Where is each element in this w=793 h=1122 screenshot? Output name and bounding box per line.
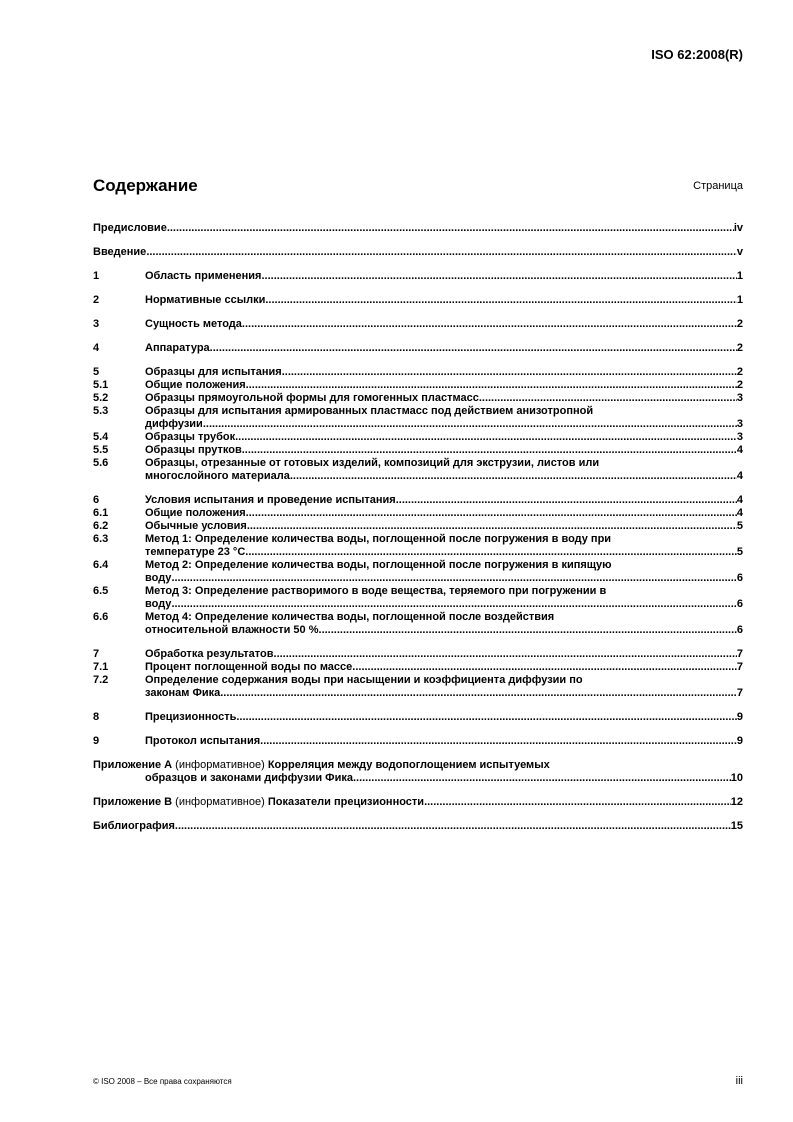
toc-entry-number: 2 xyxy=(93,294,100,306)
toc-entry-page: 2 xyxy=(736,366,743,378)
toc-entry[interactable] xyxy=(93,533,743,559)
toc-entry[interactable] xyxy=(93,674,743,700)
toc-entry-title: Метод 3: Определение растворимого в воде вещества, теряемого при погружении в xyxy=(145,585,607,597)
toc-entry-line xyxy=(145,379,743,392)
dot-leader xyxy=(171,572,736,585)
toc-entry-title: Общие положения xyxy=(145,507,246,519)
toc-annex-entry[interactable] xyxy=(93,759,743,785)
toc-entry-line xyxy=(145,687,743,700)
annex-label: Приложение В xyxy=(93,796,173,808)
toc-entry-body xyxy=(145,611,743,637)
toc-entry-number: 5.2 xyxy=(93,392,109,404)
dot-leader xyxy=(282,366,737,379)
toc-entry-title: Образцы трубок xyxy=(145,431,236,443)
toc-entry-body xyxy=(145,342,743,355)
toc-entry[interactable] xyxy=(93,294,743,307)
toc-entry[interactable] xyxy=(93,611,743,637)
toc-entry-page: 4 xyxy=(736,470,743,482)
toc-entry-body xyxy=(145,520,743,533)
toc-entry-page: 4 xyxy=(736,507,743,519)
toc-entry-title: Образцы, отрезанные от готовых изделий, композиций для экструзии, листов или xyxy=(145,457,600,469)
toc-entry-number: 6.5 xyxy=(93,585,109,597)
toc-entry-body xyxy=(93,796,743,809)
dot-leader xyxy=(353,772,731,785)
toc-entry-line xyxy=(93,820,743,833)
toc-entry-line xyxy=(145,598,743,611)
toc-entry[interactable] xyxy=(93,444,743,457)
toc-entry-title: Обработка результатов xyxy=(145,648,274,660)
toc-entry[interactable] xyxy=(93,661,743,674)
toc-entry[interactable] xyxy=(93,494,743,507)
toc-entry-title: Процент поглощенной воды по массе xyxy=(145,661,353,673)
dot-leader xyxy=(260,735,737,748)
toc-entry-title: Обычные условия xyxy=(145,520,247,532)
toc-entry-body xyxy=(145,366,743,379)
toc-entry-line xyxy=(145,342,743,355)
toc-entry-number: 5.6 xyxy=(93,457,109,469)
toc-entry-title-cont: диффузии xyxy=(145,418,203,430)
toc-entry-line xyxy=(93,222,743,235)
dot-leader xyxy=(236,711,737,724)
toc-entry-body xyxy=(145,533,743,559)
toc-entry-title: Образцы для испытания xyxy=(145,366,282,378)
toc-entry-line xyxy=(145,318,743,331)
toc-entry-title: Общие положения xyxy=(145,379,246,391)
toc-entry-line xyxy=(145,392,743,405)
toc-entry-body xyxy=(145,674,743,700)
toc-entry-page: 6 xyxy=(736,624,743,636)
dot-leader xyxy=(479,392,737,405)
toc-entry-line xyxy=(145,294,743,307)
toc-entry-body xyxy=(145,457,743,483)
toc-annex-entry[interactable] xyxy=(93,796,743,809)
toc-entry-body xyxy=(145,711,743,724)
toc-annex-heading xyxy=(93,759,550,771)
toc-entry-number: 6 xyxy=(93,494,100,506)
toc-entry-number: 3 xyxy=(93,318,100,330)
dot-leader xyxy=(424,796,731,809)
toc-entry[interactable] xyxy=(93,392,743,405)
toc-entry-title-cont: воду xyxy=(145,572,172,584)
toc-entry-page: 9 xyxy=(736,735,743,747)
toc-entry-page: 7 xyxy=(736,661,743,673)
toc-entry-body xyxy=(145,294,743,307)
toc-entry-page: 2 xyxy=(736,342,743,354)
toc-entry-page: 1 xyxy=(736,294,743,306)
toc-entry[interactable] xyxy=(93,318,743,331)
toc-entry-page: 6 xyxy=(736,572,743,584)
toc-entry-line xyxy=(145,507,743,520)
toc-entry-body xyxy=(145,585,743,611)
dot-leader xyxy=(203,418,737,431)
toc-entry-page: 10 xyxy=(730,772,743,784)
toc-entry-page: iv xyxy=(733,222,743,234)
toc-entry-line xyxy=(145,444,743,457)
toc-entry-body xyxy=(145,431,743,444)
dot-leader xyxy=(167,222,734,235)
toc-entry-body xyxy=(93,246,743,259)
toc-entry-number: 8 xyxy=(93,711,100,723)
toc-entry-page: 4 xyxy=(736,444,743,456)
toc-entry-line xyxy=(145,270,743,283)
annex-title: Корреляция между водопоглощением испытуемых xyxy=(267,759,550,771)
toc-entry-title: Сущность метода xyxy=(145,318,242,330)
toc-entry-body xyxy=(145,661,743,674)
toc-entry-title: Область применения xyxy=(145,270,262,282)
page-column-label: Страница xyxy=(693,180,743,192)
toc-entry[interactable] xyxy=(93,270,743,283)
toc-entry-title: Прецизионность xyxy=(145,711,237,723)
dot-leader xyxy=(175,820,731,833)
toc-entry-title: Образцы прутков xyxy=(145,444,242,456)
toc-entry-number: 6.1 xyxy=(93,507,109,519)
dot-leader xyxy=(290,470,737,483)
toc-entry-line xyxy=(145,494,743,507)
toc-entry-title-cont: относительной влажности 50 % xyxy=(145,624,319,636)
toc-entry-body xyxy=(145,735,743,748)
toc-entry-page: 7 xyxy=(736,687,743,699)
toc-entry-number: 9 xyxy=(93,735,100,747)
toc-entry[interactable] xyxy=(93,366,743,379)
toc-entry-number: 7.1 xyxy=(93,661,109,673)
toc-entry-page: 4 xyxy=(736,494,743,506)
toc-entry-number: 6.4 xyxy=(93,559,109,571)
toc-entry-title: Метод 4: Определение количества воды, поглощенной после воздействия xyxy=(145,611,555,623)
dot-leader xyxy=(352,661,737,674)
toc-entry-title: Условия испытания и проведение испытания xyxy=(145,494,396,506)
toc-annex-heading xyxy=(93,796,424,809)
annex-kind: (информативное) xyxy=(175,796,265,808)
toc-entry-number: 7 xyxy=(93,648,100,660)
dot-leader xyxy=(396,494,737,507)
toc-entry-page: 3 xyxy=(736,418,743,430)
toc-entry-line xyxy=(145,470,743,483)
dot-leader xyxy=(242,444,737,457)
toc-entry[interactable] xyxy=(93,246,743,259)
annex-title-cont: образцов и законами диффузии Фика xyxy=(145,772,353,784)
toc-entry-page: 3 xyxy=(736,392,743,404)
toc-entry-page: 9 xyxy=(736,711,743,723)
toc-entry[interactable] xyxy=(93,520,743,533)
dot-leader xyxy=(246,379,737,392)
toc-entry-line xyxy=(145,520,743,533)
toc-entry-title: Предисловие xyxy=(93,222,167,234)
toc-entry-line xyxy=(145,735,743,748)
toc-entry-number: 5 xyxy=(93,366,100,378)
toc-entry-title-cont: законам Фика xyxy=(145,687,221,699)
toc-entry-body xyxy=(145,559,743,585)
toc-entry[interactable] xyxy=(93,222,743,235)
toc-entry-body xyxy=(145,444,743,457)
dot-leader xyxy=(246,507,737,520)
toc-entry-line xyxy=(145,661,743,674)
toc-entry-page: 12 xyxy=(730,796,743,808)
dot-leader xyxy=(146,246,737,259)
dot-leader xyxy=(242,318,737,331)
toc-entry-title: Образцы для испытания армированных пластмасс под действием анизотропной xyxy=(145,405,594,417)
toc-entry-line xyxy=(145,366,743,379)
toc-entry-title: Образцы прямоугольной формы для гомогенных пластмасс xyxy=(145,392,479,404)
toc-entry-line xyxy=(145,624,743,637)
dot-leader xyxy=(210,342,737,355)
toc-entry-number: 4 xyxy=(93,342,100,354)
toc-entry-body xyxy=(145,379,743,392)
toc-entry-number: 5.5 xyxy=(93,444,109,456)
dot-leader xyxy=(274,648,737,661)
toc-entry-body xyxy=(145,507,743,520)
toc-entry-title: Метод 1: Определение количества воды, поглощенной после погружения в воду при xyxy=(145,533,612,545)
toc-entry-page: v xyxy=(736,246,743,258)
toc-entry-page: 5 xyxy=(736,520,743,532)
toc-entry-number: 6.6 xyxy=(93,611,109,623)
toc-entry-body xyxy=(93,759,743,785)
toc-entry-page: 2 xyxy=(736,318,743,330)
toc-entry-page: 1 xyxy=(736,270,743,282)
toc-entry-number: 6.3 xyxy=(93,533,109,545)
toc-bibliography-entry[interactable] xyxy=(93,820,743,833)
toc-entry[interactable] xyxy=(93,342,743,355)
document-code: ISO 62:2008(R) xyxy=(651,47,743,62)
toc-entry[interactable] xyxy=(93,559,743,585)
toc-entry-line xyxy=(145,711,743,724)
dot-leader xyxy=(235,431,737,444)
toc-entry-title: Метод 2: Определение количества воды, поглощенной после погружения в кипящую xyxy=(145,559,612,571)
toc-entry[interactable] xyxy=(93,457,743,483)
toc-entry-number: 5.3 xyxy=(93,405,109,417)
toc-entry-line xyxy=(93,246,743,259)
toc-entry[interactable] xyxy=(93,648,743,661)
page-number: iii xyxy=(735,1075,743,1087)
toc-annex-line xyxy=(145,772,743,785)
toc-entry-title: Протокол испытания xyxy=(145,735,261,747)
table-of-contents xyxy=(93,222,743,833)
toc-entry-body xyxy=(93,820,743,833)
toc-entry-body xyxy=(145,405,743,431)
toc-entry-page: 6 xyxy=(736,598,743,610)
toc-annex-line xyxy=(93,759,743,772)
toc-entry-line xyxy=(145,572,743,585)
dot-leader xyxy=(265,294,737,307)
toc-entry-page: 7 xyxy=(736,648,743,660)
toc-entry-body xyxy=(145,270,743,283)
toc-header xyxy=(93,176,743,198)
toc-entry-body xyxy=(145,494,743,507)
toc-entry-line xyxy=(145,418,743,431)
toc-title: Содержание xyxy=(93,176,198,195)
toc-entry-page: 2 xyxy=(736,379,743,391)
toc-entry-title: Нормативные ссылки xyxy=(145,294,266,306)
toc-entry-body xyxy=(145,392,743,405)
toc-entry-line xyxy=(145,648,743,661)
toc-entry-title: Определение содержания воды при насыщении и коэффициента диффузии по xyxy=(145,674,583,686)
toc-entry-number: 6.2 xyxy=(93,520,109,532)
toc-entry-title: Библиография xyxy=(93,820,175,832)
toc-entry[interactable] xyxy=(93,585,743,611)
toc-entry-title: Введение xyxy=(93,246,147,258)
toc-entry-title-cont: воду xyxy=(145,598,172,610)
dot-leader xyxy=(261,270,736,283)
toc-entry-number: 7.2 xyxy=(93,674,109,686)
toc-entry-line xyxy=(145,546,743,559)
toc-entry-body xyxy=(93,222,743,235)
toc-entry[interactable] xyxy=(93,431,743,444)
dot-leader xyxy=(245,546,737,559)
toc-entry-number: 5.1 xyxy=(93,379,109,391)
toc-entry-title-cont: температуре 23 °C xyxy=(145,546,246,558)
copyright-notice: © ISO 2008 – Все права сохраняются xyxy=(93,1077,232,1086)
toc-entry-page: 3 xyxy=(736,431,743,443)
toc-entry[interactable] xyxy=(93,711,743,724)
annex-kind: (информативное) xyxy=(175,759,265,771)
toc-entry-page: 15 xyxy=(730,820,743,832)
toc-entry[interactable] xyxy=(93,379,743,392)
toc-entry-page: 5 xyxy=(736,546,743,558)
toc-annex-line xyxy=(93,796,743,809)
dot-leader xyxy=(220,687,737,700)
toc-entry[interactable] xyxy=(93,735,743,748)
toc-entry-title: Аппаратура xyxy=(145,342,210,354)
annex-label: Приложение А xyxy=(93,759,173,771)
toc-entry-body xyxy=(145,318,743,331)
toc-entry-title-cont: многослойного материала xyxy=(145,470,290,482)
toc-entry[interactable] xyxy=(93,507,743,520)
toc-entry-number: 1 xyxy=(93,270,100,282)
dot-leader xyxy=(171,598,736,611)
toc-entry-body xyxy=(145,648,743,661)
toc-entry-line xyxy=(145,431,743,444)
annex-title: Показатели прецизионности xyxy=(267,796,425,808)
toc-entry[interactable] xyxy=(93,405,743,431)
dot-leader xyxy=(247,520,737,533)
dot-leader xyxy=(319,624,737,637)
toc-entry-number: 5.4 xyxy=(93,431,109,443)
